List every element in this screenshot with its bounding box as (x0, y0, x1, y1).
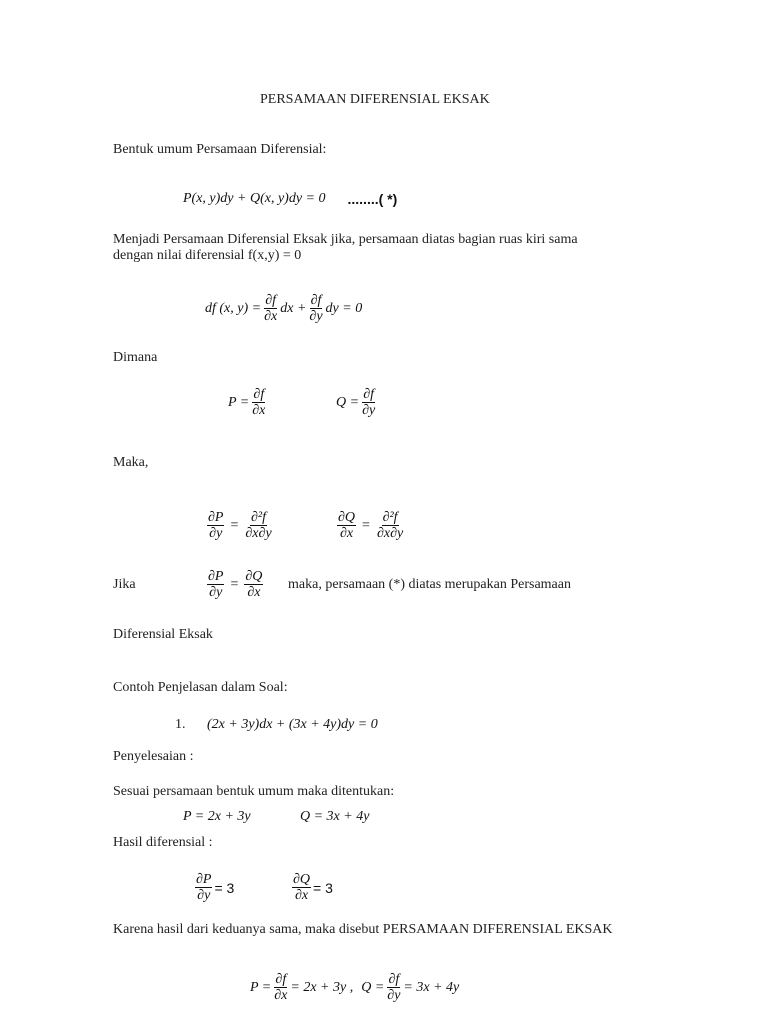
eq-text: = 3 (313, 879, 333, 896)
equation-general (183, 191, 397, 207)
doc-title: PERSAMAAN DIFERENSIAL EKSAK (260, 92, 490, 107)
eq-text: dy = 0 (325, 300, 363, 316)
denominator: ∂y (309, 309, 323, 324)
paragraph: maka, persamaan (*) diatas merupakan Persamaan (288, 577, 571, 592)
equation-q (336, 387, 378, 418)
numerator: ∂f (275, 972, 287, 987)
fraction (244, 569, 263, 600)
denominator: ∂x∂y (376, 526, 404, 541)
list-number: 1. (175, 717, 186, 732)
equals: = (230, 576, 239, 592)
eq-text: P = (228, 394, 250, 410)
numerator: ∂Q (245, 569, 263, 584)
denominator: ∂x (252, 403, 266, 418)
fraction (337, 510, 356, 541)
equation-q-value (300, 809, 369, 825)
denominator: ∂x∂y (245, 526, 272, 541)
equation-exact-condition (205, 569, 265, 600)
paragraph: Diferensial Eksak (113, 627, 213, 642)
numerator: ∂P (208, 510, 224, 525)
denominator: ∂x (247, 585, 261, 600)
equals: = (362, 517, 370, 533)
fraction (308, 293, 323, 324)
fraction (207, 569, 224, 600)
numerator: ∂Q (338, 510, 356, 525)
eq-tag: ........( *) (347, 191, 398, 207)
numerator: ∂P (196, 872, 212, 887)
denominator: ∂y (362, 403, 376, 418)
numerator: ∂Q (293, 872, 311, 887)
eq-text: = 2x + 3y , (290, 979, 354, 995)
numerator: ∂f (388, 972, 400, 987)
paragraph: Contoh Penjelasan dalam Soal: (113, 680, 288, 695)
equation-p (228, 387, 268, 418)
paragraph: Jika (113, 577, 136, 592)
denominator: ∂x (274, 988, 288, 1003)
equation-mixed-p (205, 510, 275, 541)
paragraph: dengan nilai diferensial f(x,y) = 0 (113, 248, 302, 263)
denominator: ∂x (339, 526, 354, 541)
denominator: ∂x (294, 888, 309, 903)
paragraph: Hasil diferensial : (113, 835, 213, 850)
equation-p-value (183, 809, 251, 825)
numerator: ∂f (363, 387, 375, 402)
paragraph: Bentuk umum Persamaan Diferensial: (113, 142, 327, 157)
eq-text: P(x, y)dy + Q(x, y)dy = 0 (183, 191, 326, 206)
numerator: ∂²f (382, 510, 398, 525)
denominator: ∂y (197, 888, 211, 903)
eq-text: Q = (361, 979, 385, 995)
fraction (292, 872, 311, 903)
paragraph: Penyelesaian : (113, 749, 194, 764)
fraction (195, 872, 212, 903)
paragraph: Maka, (113, 455, 149, 470)
numerator: ∂f (253, 387, 265, 402)
fraction (263, 293, 278, 324)
denominator: ∂y (209, 526, 223, 541)
final-equation (250, 972, 459, 1003)
fraction (386, 972, 401, 1003)
eq-text: (2x + 3y)dx + (3x + 4y)dy = 0 (207, 717, 378, 732)
eq-text: P = 2x + 3y (183, 809, 251, 824)
paragraph: Sesuai persamaan bentuk umum maka ditentukan: (113, 784, 395, 799)
equals: = (230, 517, 239, 533)
eq-text: P = (250, 979, 272, 995)
fraction (376, 510, 404, 541)
paragraph: Karena hasil dari keduanya sama, maka disebut PERSAMAAN DIFERENSIAL EKSAK (113, 922, 613, 937)
fraction (273, 972, 288, 1003)
numerator: ∂f (310, 293, 322, 308)
equation-mixed-q (335, 510, 406, 541)
result-q (290, 872, 333, 903)
denominator: ∂x (264, 309, 278, 324)
numerator: ∂f (265, 293, 277, 308)
eq-text: = 3x + 4y (403, 979, 460, 995)
fraction (244, 510, 272, 541)
equation-total-differential (205, 293, 362, 324)
numerator: ∂P (208, 569, 224, 584)
paragraph: Dimana (113, 350, 158, 365)
example-equation (207, 717, 378, 733)
eq-text: df (x, y) = (205, 300, 262, 316)
denominator: ∂y (387, 988, 401, 1003)
eq-text: dx + (280, 300, 307, 316)
eq-text: Q = 3x + 4y (300, 809, 370, 824)
denominator: ∂y (209, 585, 223, 600)
result-p (193, 872, 234, 903)
fraction (361, 387, 376, 418)
eq-text: = 3 (214, 879, 235, 896)
eq-text: Q = (336, 394, 360, 410)
fraction (251, 387, 266, 418)
fraction (207, 510, 224, 541)
paragraph: Menjadi Persamaan Diferensial Eksak jika, persamaan diatas bagian ruas kiri sama (113, 232, 578, 247)
numerator: ∂²f (251, 510, 267, 525)
